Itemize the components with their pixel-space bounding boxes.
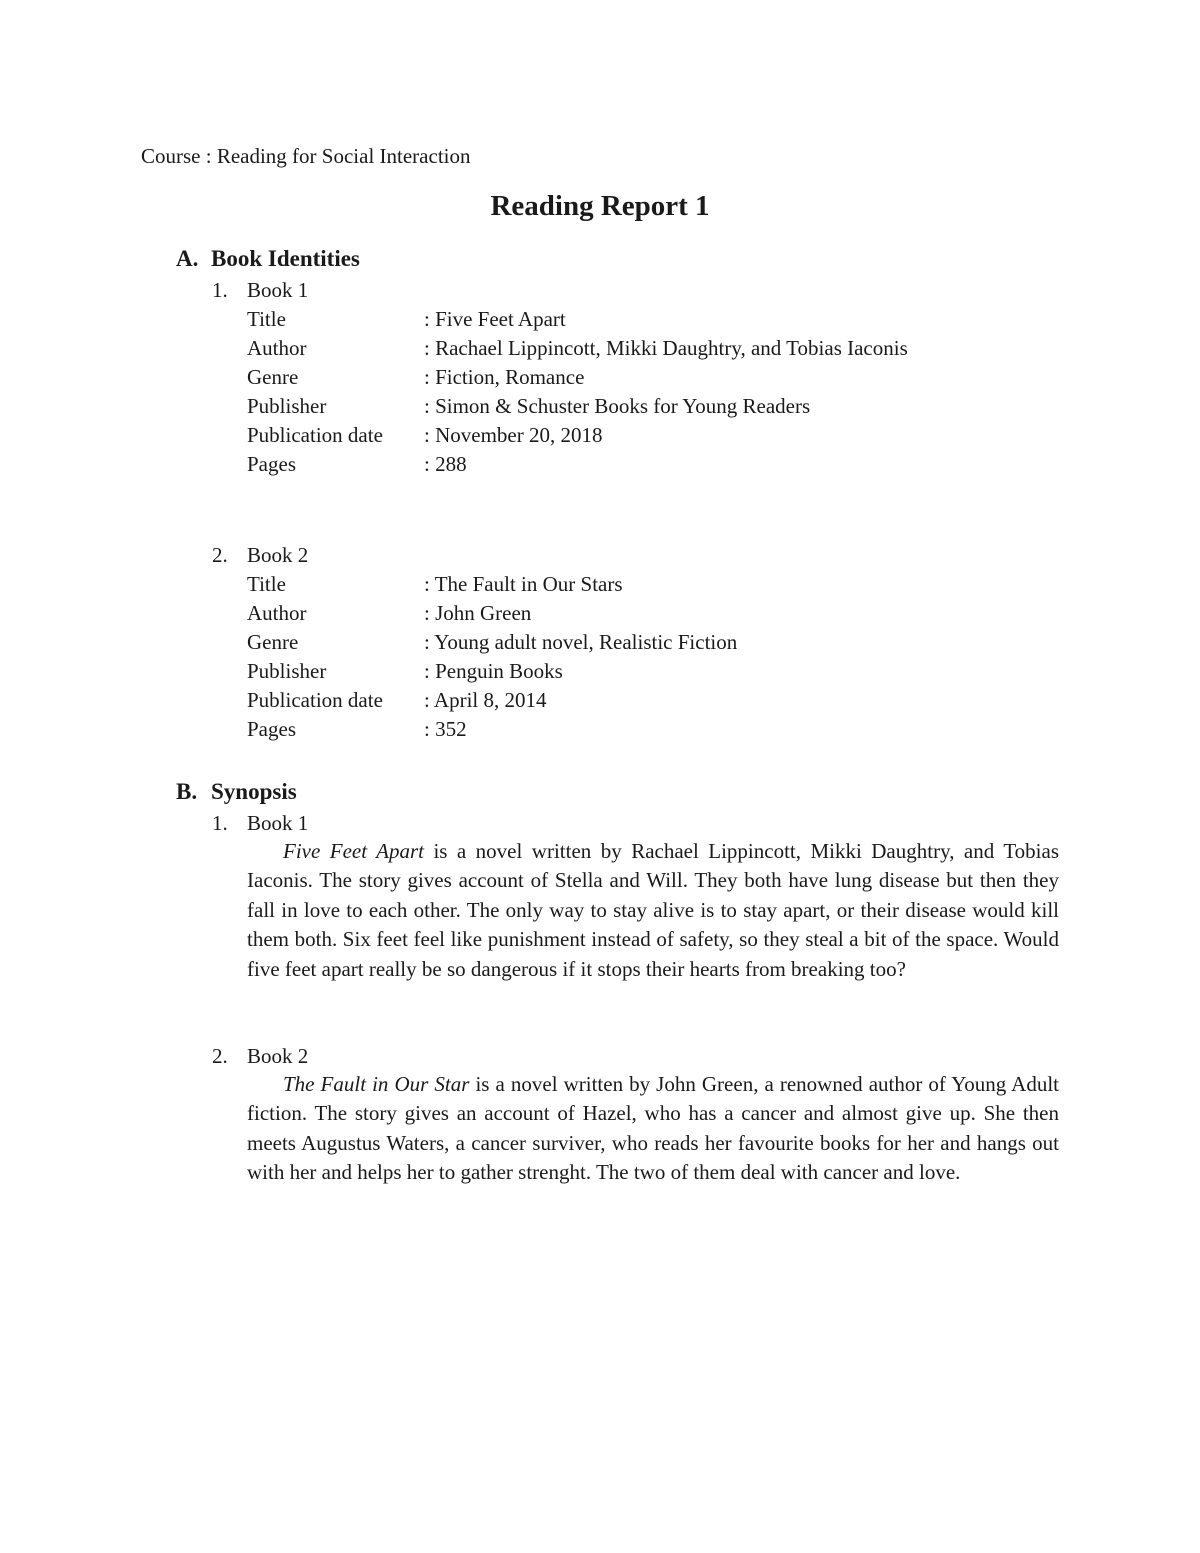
field-value: : November 20, 2018: [424, 423, 603, 447]
field-name: Publisher: [247, 659, 327, 683]
field-row-title: [247, 571, 623, 597]
field-name: Genre: [247, 630, 299, 654]
field-row-genre: [247, 364, 584, 390]
list-number: 1.: [212, 278, 228, 302]
synopsis-book-2-text: [247, 1070, 1059, 1188]
identity-book-1-label: [212, 277, 308, 303]
field-row-author: [247, 335, 908, 361]
field-value: : April 8, 2014: [424, 688, 547, 712]
field-row-pages: [247, 716, 467, 742]
field-value: : Fiction, Romance: [424, 365, 585, 389]
book-label: Book 1: [247, 278, 309, 302]
section-b-heading: [176, 778, 297, 806]
course-line: Course : Reading for Social Interaction: [141, 144, 471, 168]
field-row-publisher: [247, 393, 810, 419]
section-a-letter: A.: [176, 246, 199, 271]
field-row-pages: [247, 451, 467, 477]
field-row-genre: [247, 629, 737, 655]
field-row-title: [247, 306, 566, 332]
field-name: Title: [247, 572, 286, 596]
field-name: Publication date: [247, 423, 383, 447]
book-label: Book 1: [247, 811, 309, 835]
field-name: Pages: [247, 717, 296, 741]
field-row-publisher: [247, 658, 563, 684]
field-name: Genre: [247, 365, 299, 389]
field-row-publication-date: [247, 687, 547, 713]
field-value: : Five Feet Apart: [424, 307, 566, 331]
synopsis-book-1-label: [212, 810, 308, 836]
list-number: 2.: [212, 543, 228, 567]
field-value: : Rachael Lippincott, Mikki Daughtry, and Tobias Iaconis: [424, 336, 908, 360]
field-value: : Young adult novel, Realistic Fiction: [424, 630, 738, 654]
field-value: : Simon & Schuster Books for Young Readers: [424, 394, 811, 418]
synopsis-body: is a novel written by Rachael Lippincott, Mikki Daughtry, and Tobias Iaconis. The story gives account of Stella and Will. They both have lung disease but then they fall in love to each other. The only way to stay alive is to stay apart, or their disease would kill them both. Six feet feel like punishment instead of safety, so they steal a bit of the space. Would five feet apart really be so dangerous if it stops their hearts from breaking too?: [247, 839, 1060, 981]
list-number: 2.: [212, 1044, 228, 1068]
field-value: : John Green: [424, 601, 532, 625]
field-name: Title: [247, 307, 286, 331]
field-value: : Penguin Books: [424, 659, 563, 683]
field-name: Publication date: [247, 688, 383, 712]
synopsis-book-title: Five Feet Apart: [283, 839, 424, 863]
report-title: Reading Report 1: [490, 190, 710, 222]
book-label: Book 2: [247, 543, 309, 567]
identity-book-2-label: [212, 542, 308, 568]
field-row-author: [247, 600, 531, 626]
field-row-publication-date: [247, 422, 602, 448]
list-number: 1.: [212, 811, 228, 835]
section-b-letter: B.: [176, 779, 198, 804]
synopsis-book-title: The Fault in Our Star: [283, 1072, 470, 1096]
field-value: : 288: [424, 452, 467, 476]
section-a-heading: [176, 245, 360, 273]
synopsis-book-2-label: [212, 1043, 308, 1069]
synopsis-body: is a novel written by John Green, a renowned author of Young Adult fiction. The story gives an account of Hazel, who has a cancer and almost give up. She then meets Augustus Waters, a cancer surviver, who reads her favourite books for her and hangs out with her and helps her to gather strenght. The two of them deal with cancer and love.: [247, 1072, 1059, 1185]
section-a-title: Book Identities: [211, 246, 360, 271]
field-name: Publisher: [247, 394, 327, 418]
synopsis-book-1-text: [247, 837, 1059, 984]
field-value: : 352: [424, 717, 467, 741]
field-name: Author: [247, 601, 307, 625]
section-b-title: Synopsis: [211, 779, 297, 804]
field-value: : The Fault in Our Stars: [424, 572, 623, 596]
field-name: Author: [247, 336, 307, 360]
book-label: Book 2: [247, 1044, 309, 1068]
field-name: Pages: [247, 452, 296, 476]
